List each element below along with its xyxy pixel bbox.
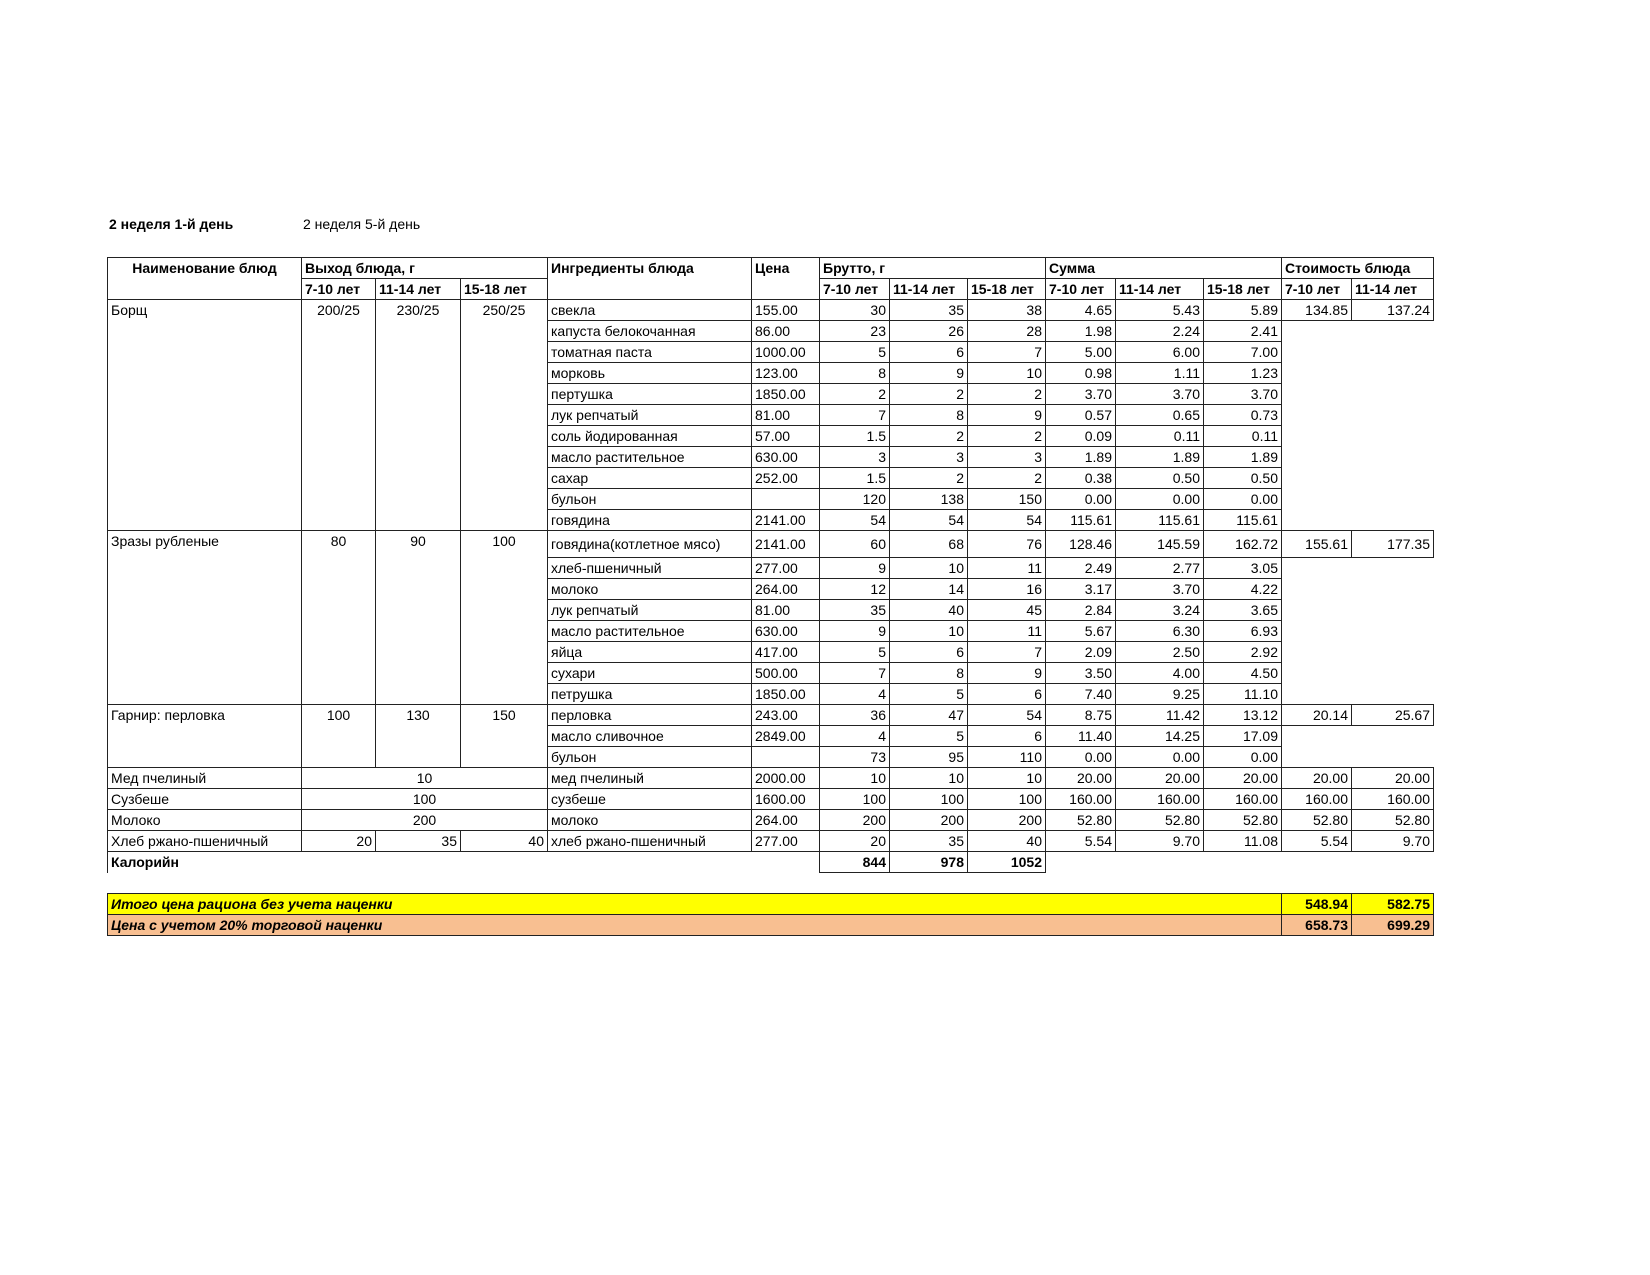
sum-value: 5.89: [1204, 300, 1282, 321]
total-with-markup-row: [108, 915, 1434, 936]
dish-name: Гарнир: перловка: [108, 705, 302, 768]
sum-value: 6.30: [1116, 621, 1204, 642]
ingredient-price: 81.00: [752, 600, 820, 621]
brutto-value: 35: [890, 831, 968, 852]
sum-value: 4.65: [1046, 300, 1116, 321]
brutto-value: 23: [820, 321, 890, 342]
sum-value: 5.43: [1116, 300, 1204, 321]
brutto-value: 110: [968, 747, 1046, 768]
ingredient-price: 2849.00: [752, 726, 820, 747]
dish-yield: 100: [302, 705, 376, 768]
brutto-value: 95: [890, 747, 968, 768]
brutto-value: 54: [890, 510, 968, 531]
sum-value: 1.89: [1116, 447, 1204, 468]
brutto-value: 2: [968, 384, 1046, 405]
yield-age-15-18: 15-18 лет: [461, 279, 548, 300]
sum-value: 11.42: [1116, 705, 1204, 726]
sum-value: 52.80: [1204, 810, 1282, 831]
brutto-value: 35: [890, 300, 968, 321]
total-without-markup-row: [108, 894, 1434, 915]
table-row: [108, 789, 1434, 810]
brutto-value: 5: [890, 684, 968, 705]
sum-value: 3.70: [1116, 384, 1204, 405]
brutto-value: 26: [890, 321, 968, 342]
dish-yield: 80: [302, 531, 376, 705]
dish-yield: 200: [302, 810, 548, 831]
calories-label: Калорийн: [108, 852, 302, 873]
sum-value: 5.67: [1046, 621, 1116, 642]
sum-value: 115.61: [1116, 510, 1204, 531]
sum-value: 2.24: [1116, 321, 1204, 342]
yield-age-11-14: 11-14 лет: [376, 279, 461, 300]
dish-name: Молоко: [108, 810, 302, 831]
brutto-value: 8: [890, 405, 968, 426]
brutto-value: 11: [968, 558, 1046, 579]
brutto-value: 54: [820, 510, 890, 531]
sum-value: 160.00: [1204, 789, 1282, 810]
ingredient-price: 264.00: [752, 579, 820, 600]
sum-value: 160.00: [1116, 789, 1204, 810]
brutto-value: 28: [968, 321, 1046, 342]
dish-yield: 250/25: [461, 300, 548, 531]
dish-cost: 52.80: [1282, 810, 1352, 831]
brutto-value: 138: [890, 489, 968, 510]
sum-value: 0.57: [1046, 405, 1116, 426]
sum-value: 3.70: [1046, 384, 1116, 405]
sum-value: 3.24: [1116, 600, 1204, 621]
sum-value: 8.75: [1046, 705, 1116, 726]
ingredient-name: бульон: [548, 747, 752, 768]
sum-value: 0.50: [1204, 468, 1282, 489]
dish-cost: 20.00: [1352, 768, 1434, 789]
dish-cost: 177.35: [1352, 531, 1434, 558]
sum-value: 162.72: [1204, 531, 1282, 558]
sum-value: 20.00: [1204, 768, 1282, 789]
brutto-value: 40: [890, 600, 968, 621]
dish-cost: 137.24: [1352, 300, 1434, 321]
brutto-value: 4: [820, 726, 890, 747]
brutto-value: 10: [890, 621, 968, 642]
sum-value: 5.54: [1046, 831, 1116, 852]
brutto-value: 2: [820, 384, 890, 405]
dish-cost: 20.00: [1282, 768, 1352, 789]
ingredient-name: морковь: [548, 363, 752, 384]
sum-value: 6.00: [1116, 342, 1204, 363]
dish-cost: 52.80: [1352, 810, 1434, 831]
brutto-value: 9: [890, 363, 968, 384]
sum-value: 6.93: [1204, 621, 1282, 642]
brutto-value: 7: [968, 342, 1046, 363]
brutto-value: 6: [890, 342, 968, 363]
total-value: 658.73: [1282, 915, 1352, 936]
sum-age-15-18: 15-18 лет: [1204, 279, 1282, 300]
brutto-value: 54: [968, 510, 1046, 531]
brutto-value: 6: [968, 684, 1046, 705]
ingredient-name: масло сливочное: [548, 726, 752, 747]
sum-value: 0.65: [1116, 405, 1204, 426]
ingredient-price: 500.00: [752, 663, 820, 684]
col-header-dish: Наименование блюд: [108, 258, 302, 279]
ingredient-price: 2000.00: [752, 768, 820, 789]
ingredient-price: 243.00: [752, 705, 820, 726]
sum-value: 1.11: [1116, 363, 1204, 384]
calories-value: 1052: [968, 852, 1046, 873]
header-row-2: [108, 279, 1434, 300]
menu-cost-table: [107, 257, 1434, 936]
sum-value: 2.49: [1046, 558, 1116, 579]
brutto-value: 20: [820, 831, 890, 852]
brutto-value: 30: [820, 300, 890, 321]
brutto-value: 7: [968, 642, 1046, 663]
table-row: [108, 768, 1434, 789]
ingredient-name: мед пчелиный: [548, 768, 752, 789]
sum-value: 0.38: [1046, 468, 1116, 489]
brutto-value: 5: [820, 342, 890, 363]
sum-value: 4.22: [1204, 579, 1282, 600]
ingredient-price: 57.00: [752, 426, 820, 447]
brutto-value: 2: [890, 468, 968, 489]
total-value: 582.75: [1352, 894, 1434, 915]
dish-yield: 100: [461, 531, 548, 705]
ingredient-name: томатная паста: [548, 342, 752, 363]
dish-yield: 130: [376, 705, 461, 768]
table-row: [108, 531, 1434, 558]
dish-yield: 100: [302, 789, 548, 810]
dish-name: Хлеб ржано-пшеничный: [108, 831, 302, 852]
ingredient-name: капуста белокочанная: [548, 321, 752, 342]
dish-cost: 5.54: [1282, 831, 1352, 852]
sum-value: 160.00: [1046, 789, 1116, 810]
dish-name: Сузбеше: [108, 789, 302, 810]
brutto-value: 2: [890, 426, 968, 447]
sum-value: 3.50: [1046, 663, 1116, 684]
brutto-value: 1.5: [820, 468, 890, 489]
sum-value: 2.09: [1046, 642, 1116, 663]
sum-value: 11.10: [1204, 684, 1282, 705]
sum-value: 3.70: [1204, 384, 1282, 405]
ingredient-price: 86.00: [752, 321, 820, 342]
cost-age-11-14: 11-14 лет: [1352, 279, 1434, 300]
brutto-value: 3: [968, 447, 1046, 468]
sheet-title-bold: 2 неделя 1-й день: [109, 216, 234, 232]
dish-name: Зразы рубленые: [108, 531, 302, 705]
brutto-value: 45: [968, 600, 1046, 621]
ingredient-price: 1850.00: [752, 384, 820, 405]
ingredient-name: лук репчатый: [548, 600, 752, 621]
brutto-value: 8: [890, 663, 968, 684]
total-label: Цена с учетом 20% торговой наценки: [108, 915, 1282, 936]
ingredient-name: сахар: [548, 468, 752, 489]
ingredient-price: [752, 747, 820, 768]
brutto-age-11-14: 11-14 лет: [890, 279, 968, 300]
calories-row: [108, 852, 1434, 873]
brutto-value: 100: [890, 789, 968, 810]
sum-value: 0.00: [1204, 489, 1282, 510]
ingredient-price: 277.00: [752, 558, 820, 579]
ingredient-price: 630.00: [752, 621, 820, 642]
brutto-value: 6: [968, 726, 1046, 747]
brutto-value: 73: [820, 747, 890, 768]
sum-value: 0.00: [1116, 747, 1204, 768]
ingredient-name: говядина(котлетное мясо): [548, 531, 752, 558]
sum-value: 20.00: [1116, 768, 1204, 789]
total-label: Итого цена рациона без учета наценки: [108, 894, 1282, 915]
brutto-value: 10: [890, 558, 968, 579]
brutto-value: 54: [968, 705, 1046, 726]
ingredient-price: 2141.00: [752, 510, 820, 531]
dish-cost: 160.00: [1282, 789, 1352, 810]
col-header-yield: Выход блюда, г: [302, 258, 548, 279]
ingredient-name: сухари: [548, 663, 752, 684]
sum-value: 2.77: [1116, 558, 1204, 579]
sum-value: 128.46: [1046, 531, 1116, 558]
sum-value: 3.05: [1204, 558, 1282, 579]
ingredient-name: бульон: [548, 489, 752, 510]
brutto-value: 200: [968, 810, 1046, 831]
sum-value: 115.61: [1046, 510, 1116, 531]
ingredient-price: 123.00: [752, 363, 820, 384]
sum-value: 0.11: [1204, 426, 1282, 447]
ingredient-price: 630.00: [752, 447, 820, 468]
ingredient-price: 252.00: [752, 468, 820, 489]
sum-value: 0.11: [1116, 426, 1204, 447]
ingredient-price: 1850.00: [752, 684, 820, 705]
brutto-value: 9: [820, 558, 890, 579]
sum-age-11-14: 11-14 лет: [1116, 279, 1204, 300]
sum-value: 7.40: [1046, 684, 1116, 705]
sum-value: 1.23: [1204, 363, 1282, 384]
brutto-value: 200: [820, 810, 890, 831]
col-header-ingredients: Ингредиенты блюда: [548, 258, 752, 279]
brutto-value: 10: [968, 363, 1046, 384]
sum-value: 3.65: [1204, 600, 1282, 621]
dish-cost: 160.00: [1352, 789, 1434, 810]
sum-value: 0.73: [1204, 405, 1282, 426]
brutto-value: 10: [820, 768, 890, 789]
brutto-value: 60: [820, 531, 890, 558]
ingredient-price: 1000.00: [752, 342, 820, 363]
dish-cost: 9.70: [1352, 831, 1434, 852]
brutto-value: 200: [890, 810, 968, 831]
col-header-brutto: Брутто, г: [820, 258, 1046, 279]
sum-value: 0.00: [1204, 747, 1282, 768]
header-row-1: [108, 258, 1434, 279]
ingredient-name: говядина: [548, 510, 752, 531]
brutto-value: 36: [820, 705, 890, 726]
brutto-value: 100: [820, 789, 890, 810]
dish-yield: 230/25: [376, 300, 461, 531]
brutto-value: 9: [968, 405, 1046, 426]
ingredient-name: хлеб ржано-пшеничный: [548, 831, 752, 852]
calories-value: 978: [890, 852, 968, 873]
brutto-value: 68: [890, 531, 968, 558]
brutto-value: 38: [968, 300, 1046, 321]
brutto-age-15-18: 15-18 лет: [968, 279, 1046, 300]
sum-value: 1.98: [1046, 321, 1116, 342]
sum-value: 13.12: [1204, 705, 1282, 726]
ingredient-name: хлеб-пшеничный: [548, 558, 752, 579]
sum-value: 2.41: [1204, 321, 1282, 342]
dish-cost: 134.85: [1282, 300, 1352, 321]
col-header-price: Цена: [752, 258, 820, 279]
brutto-value: 120: [820, 489, 890, 510]
brutto-value: 40: [968, 831, 1046, 852]
ingredient-name: молоко: [548, 579, 752, 600]
brutto-value: 1.5: [820, 426, 890, 447]
sum-value: 5.00: [1046, 342, 1116, 363]
brutto-value: 47: [890, 705, 968, 726]
dish-yield: 200/25: [302, 300, 376, 531]
sum-value: 4.00: [1116, 663, 1204, 684]
sum-value: 0.09: [1046, 426, 1116, 447]
brutto-value: 4: [820, 684, 890, 705]
ingredient-name: лук репчатый: [548, 405, 752, 426]
dish-cost: 25.67: [1352, 705, 1434, 726]
col-header-cost: Стоимость блюда: [1282, 258, 1434, 279]
sum-value: 2.84: [1046, 600, 1116, 621]
ingredient-price: 1600.00: [752, 789, 820, 810]
col-header-sum: Сумма: [1046, 258, 1282, 279]
ingredient-name: молоко: [548, 810, 752, 831]
sheet-title: 2 неделя 5-й день: [303, 216, 421, 232]
sum-value: 11.08: [1204, 831, 1282, 852]
dish-yield: 40: [461, 831, 548, 852]
brutto-value: 2: [968, 426, 1046, 447]
ingredient-name: масло растительное: [548, 621, 752, 642]
ingredient-name: яйца: [548, 642, 752, 663]
brutto-value: 150: [968, 489, 1046, 510]
brutto-value: 3: [890, 447, 968, 468]
brutto-value: 10: [890, 768, 968, 789]
table-row: [108, 300, 1434, 321]
ingredient-price: [752, 489, 820, 510]
brutto-value: 5: [820, 642, 890, 663]
sum-value: 115.61: [1204, 510, 1282, 531]
brutto-value: 9: [820, 621, 890, 642]
dish-yield: 35: [376, 831, 461, 852]
ingredient-price: 81.00: [752, 405, 820, 426]
sum-value: 4.50: [1204, 663, 1282, 684]
sum-value: 3.17: [1046, 579, 1116, 600]
sum-age-7-10: 7-10 лет: [1046, 279, 1116, 300]
total-value: 699.29: [1352, 915, 1434, 936]
brutto-value: 7: [820, 663, 890, 684]
dish-yield: 10: [302, 768, 548, 789]
ingredient-name: свекла: [548, 300, 752, 321]
cost-age-7-10: 7-10 лет: [1282, 279, 1352, 300]
ingredient-name: соль йодированная: [548, 426, 752, 447]
brutto-value: 10: [968, 768, 1046, 789]
table-row: [108, 831, 1434, 852]
brutto-value: 2: [890, 384, 968, 405]
dish-yield: 20: [302, 831, 376, 852]
ingredient-price: 2141.00: [752, 531, 820, 558]
brutto-value: 9: [968, 663, 1046, 684]
sum-value: 2.92: [1204, 642, 1282, 663]
sum-value: 145.59: [1116, 531, 1204, 558]
ingredient-price: 417.00: [752, 642, 820, 663]
calories-value: 844: [820, 852, 890, 873]
brutto-value: 100: [968, 789, 1046, 810]
sum-value: 9.70: [1116, 831, 1204, 852]
brutto-value: 35: [820, 600, 890, 621]
dish-name: Борщ: [108, 300, 302, 531]
total-value: 548.94: [1282, 894, 1352, 915]
brutto-age-7-10: 7-10 лет: [820, 279, 890, 300]
sum-value: 0.98: [1046, 363, 1116, 384]
brutto-value: 2: [968, 468, 1046, 489]
brutto-value: 76: [968, 531, 1046, 558]
table-row: [108, 705, 1434, 726]
sum-value: 17.09: [1204, 726, 1282, 747]
sum-value: 52.80: [1046, 810, 1116, 831]
sum-value: 7.00: [1204, 342, 1282, 363]
sum-value: 52.80: [1116, 810, 1204, 831]
sum-value: 14.25: [1116, 726, 1204, 747]
brutto-value: 3: [820, 447, 890, 468]
brutto-value: 11: [968, 621, 1046, 642]
yield-age-7-10: 7-10 лет: [302, 279, 376, 300]
sum-value: 3.70: [1116, 579, 1204, 600]
brutto-value: 8: [820, 363, 890, 384]
brutto-value: 12: [820, 579, 890, 600]
brutto-value: 7: [820, 405, 890, 426]
sum-value: 0.00: [1046, 747, 1116, 768]
table-row: [108, 810, 1434, 831]
sum-value: 0.50: [1116, 468, 1204, 489]
dish-yield: 90: [376, 531, 461, 705]
ingredient-name: перловка: [548, 705, 752, 726]
ingredient-name: масло растительное: [548, 447, 752, 468]
dish-cost: 155.61: [1282, 531, 1352, 558]
sum-value: 2.50: [1116, 642, 1204, 663]
brutto-value: 16: [968, 579, 1046, 600]
ingredient-name: сузбеше: [548, 789, 752, 810]
sum-value: 1.89: [1204, 447, 1282, 468]
sum-value: 0.00: [1046, 489, 1116, 510]
ingredient-name: пертушка: [548, 384, 752, 405]
ingredient-name: петрушка: [548, 684, 752, 705]
sum-value: 20.00: [1046, 768, 1116, 789]
sum-value: 0.00: [1116, 489, 1204, 510]
sum-value: 11.40: [1046, 726, 1116, 747]
sum-value: 9.25: [1116, 684, 1204, 705]
ingredient-price: 155.00: [752, 300, 820, 321]
sum-value: 1.89: [1046, 447, 1116, 468]
dish-cost: 20.14: [1282, 705, 1352, 726]
ingredient-price: 264.00: [752, 810, 820, 831]
dish-name: Мед пчелиный: [108, 768, 302, 789]
brutto-value: 5: [890, 726, 968, 747]
brutto-value: 14: [890, 579, 968, 600]
dish-yield: 150: [461, 705, 548, 768]
ingredient-price: 277.00: [752, 831, 820, 852]
brutto-value: 6: [890, 642, 968, 663]
